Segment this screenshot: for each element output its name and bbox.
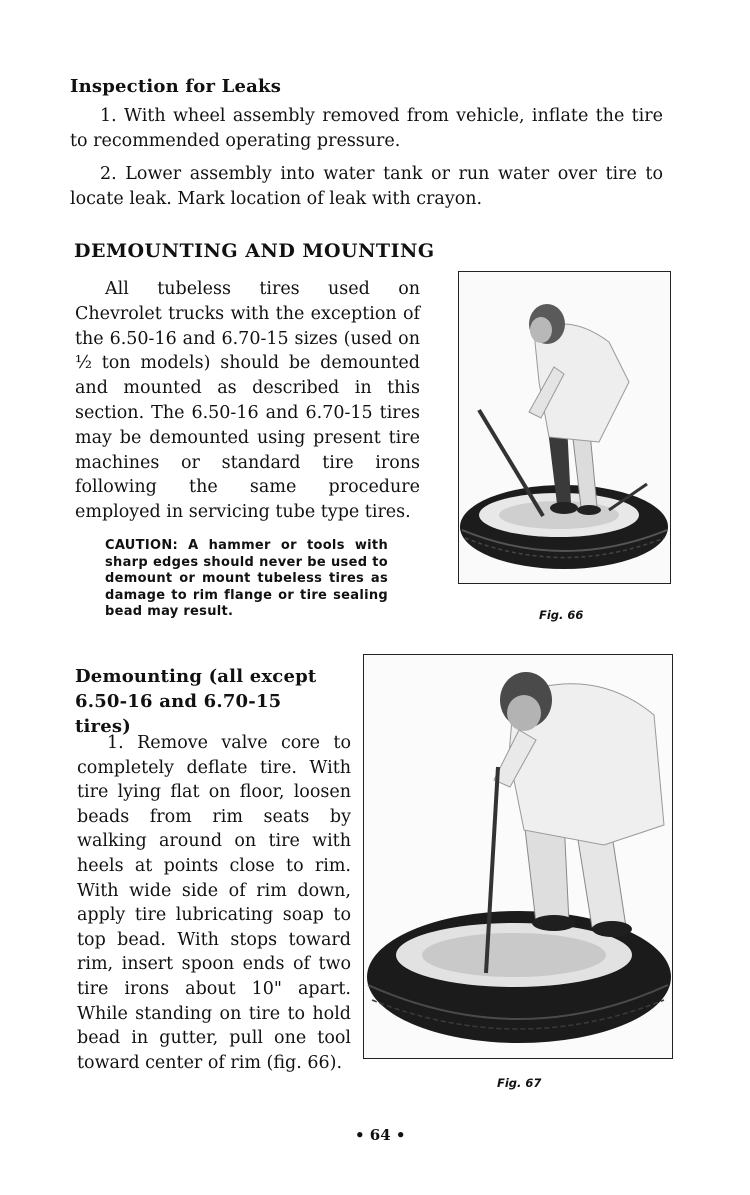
mechanic-standing-on-tire-illustration (364, 655, 672, 1058)
page-number: • 64 • (355, 1126, 406, 1144)
inspection-step-1: 1. With wheel assembly removed from vehicle, inflate the tire to recommended operating pressure. (70, 106, 663, 151)
figure-67-photo (363, 654, 673, 1059)
demounting-mounting-body: All tubeless tires used on Chevrolet trucks with the exception of the 6.50-16 and 6.70-15 sizes (used on ½ ton models) should be demounted and mounted as described in this section. The 6.50-16 and 6.70-15 tires may be demounted using present tire machines or standard tire irons following the same procedure employed in servicing tube type tires. (75, 279, 420, 523)
inspection-heading: Inspection for Leaks (70, 76, 282, 97)
inspection-step-2: 2. Lower assembly into water tank or run water over tire to locate leak. Mark location of leak with crayon. (70, 164, 663, 209)
demounting-step-1: 1. Remove valve core to completely deflate tire. With tire lying flat on floor, loosen beads from rim seats by walking around on tire with heels at points close to rim. With wide side of rim down, apply tire lubricating soap to top bead. With stops toward rim, insert spoon ends of two tire irons about 10" apart. While standing on tire to hold bead in gutter, pull one tool toward center of rim (fig. 66). (77, 733, 351, 1073)
demounting-mounting-heading: DEMOUNTING AND MOUNTING (74, 240, 435, 262)
caution-note: CAUTION: A hammer or tools with sharp edges should never be used to demount or mount tubeless tires as damage to rim flange or tire sealing bead may result. (105, 538, 388, 619)
mechanic-demounting-tire-illustration (459, 272, 670, 583)
figure-66-caption: Fig. 66 (539, 608, 584, 622)
demounting-heading: Demounting (all except 6.50-16 and 6.70-15 tires) (75, 666, 317, 737)
figure-66-photo (458, 271, 671, 584)
figure-67-caption: Fig. 67 (497, 1076, 542, 1090)
